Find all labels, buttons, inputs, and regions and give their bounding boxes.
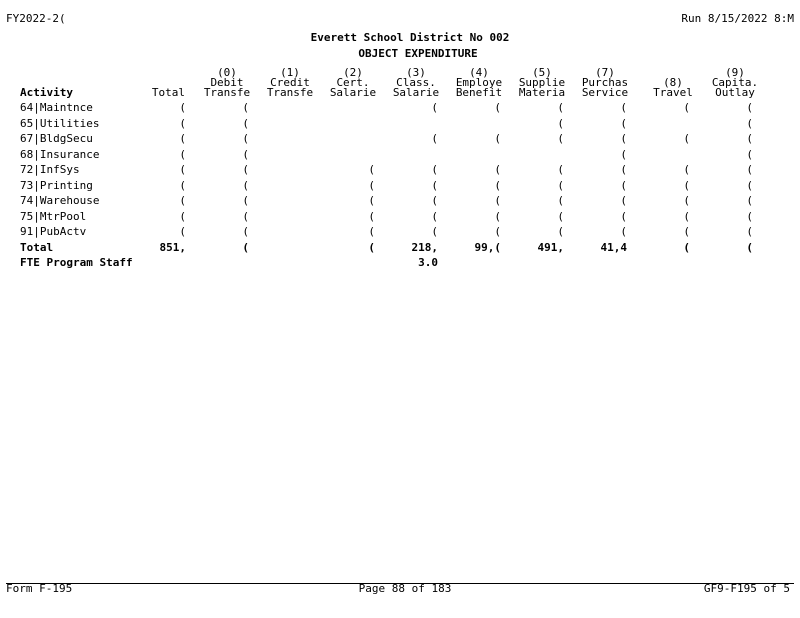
value-cell: ( xyxy=(431,132,438,146)
activity-cell: 74|Warehouse xyxy=(20,194,100,208)
value-cell: ( xyxy=(242,147,249,161)
value-cell: ( xyxy=(179,194,186,208)
value-cell: ( xyxy=(431,178,438,192)
table-row xyxy=(20,100,753,116)
value-cell: ( xyxy=(494,178,501,192)
value-cell: ( xyxy=(620,178,627,192)
footer-code: GF9-F195 of 5 xyxy=(703,582,790,595)
value-cell xyxy=(249,116,312,132)
value-cell: ( xyxy=(368,209,375,223)
value-cell: ( xyxy=(683,209,690,223)
value-cell: ( xyxy=(431,101,438,115)
activity-cell: 68|Insurance xyxy=(20,147,100,161)
value-cell: ( xyxy=(179,116,186,130)
value-cell: ( xyxy=(746,178,753,192)
value-cell: ( xyxy=(494,132,501,146)
col-9-line2: Outlay xyxy=(715,86,755,99)
col-4-line1: Employe xyxy=(455,76,503,89)
report-title: OBJECT EXPENDITURE xyxy=(358,47,478,60)
value-cell: ( xyxy=(179,132,186,146)
activity-cell: 67|BldgSecu xyxy=(20,132,93,146)
value-cell: ( xyxy=(683,178,690,192)
col-5-line2: Materia xyxy=(518,86,566,99)
col-1-num: (1) xyxy=(280,66,300,79)
col-7-num: (7) xyxy=(595,66,615,79)
value-cell: ( xyxy=(494,225,501,239)
value-cell: ( xyxy=(368,178,375,192)
table-row xyxy=(20,116,753,132)
value-cell xyxy=(249,147,312,163)
activity-cell: 75|MtrPool xyxy=(20,209,87,223)
value-cell xyxy=(249,209,312,225)
value-cell: ( xyxy=(620,225,627,239)
col-8-num: (8) xyxy=(663,76,683,89)
table-body xyxy=(20,100,753,271)
value-cell: ( xyxy=(242,178,249,192)
value-cell: ( xyxy=(683,163,690,177)
table-row xyxy=(20,131,753,147)
table-row xyxy=(20,224,753,240)
value-cell: ( xyxy=(242,101,249,115)
col-activity-label: Activity xyxy=(20,86,73,99)
col-4-line2: Benefit xyxy=(455,86,503,99)
value-cell: 851, xyxy=(159,240,186,254)
value-cell: ( xyxy=(494,209,501,223)
value-cell: ( xyxy=(494,163,501,177)
value-cell: ( xyxy=(242,194,249,208)
value-cell: ( xyxy=(242,209,249,223)
value-cell: ( xyxy=(683,132,690,146)
col-7-line2: Service xyxy=(581,86,629,99)
value-cell: 41,4 xyxy=(600,240,627,254)
value-cell xyxy=(312,100,375,116)
value-cell: ( xyxy=(620,209,627,223)
activity-cell: Total xyxy=(20,240,54,254)
table-row xyxy=(20,162,753,178)
value-cell: ( xyxy=(746,101,753,115)
col-2-line1: Cert. xyxy=(336,76,370,89)
value-cell: ( xyxy=(431,209,438,223)
fte-label: FTE Program Staff xyxy=(20,256,133,270)
value-cell: ( xyxy=(620,132,627,146)
value-cell: 491, xyxy=(537,240,564,254)
fiscal-year: FY2022-2( xyxy=(6,12,66,25)
value-cell xyxy=(375,116,438,132)
table-row xyxy=(20,178,753,194)
value-cell xyxy=(249,193,312,209)
value-cell: ( xyxy=(683,101,690,115)
value-cell: ( xyxy=(557,194,564,208)
value-cell: ( xyxy=(494,101,501,115)
col-0-line1: Debit xyxy=(210,76,244,89)
value-cell: ( xyxy=(242,116,249,130)
value-cell: ( xyxy=(179,101,186,115)
col-5-num: (5) xyxy=(532,66,552,79)
fte-row xyxy=(20,255,753,271)
col-3-line2: Salarie xyxy=(392,86,440,99)
value-cell: ( xyxy=(557,209,564,223)
table-row xyxy=(20,209,753,225)
value-cell xyxy=(627,116,690,132)
value-cell: ( xyxy=(683,240,690,254)
col-5-line1: Supplie xyxy=(518,76,566,89)
col-9-line1: Capita. xyxy=(711,76,759,89)
activity-cell: 72|InfSys xyxy=(20,163,80,177)
value-cell xyxy=(249,100,312,116)
col-1-line2: Transfe xyxy=(266,86,314,99)
fte-value: 3.0 xyxy=(418,256,438,270)
form-label: Form F-195 xyxy=(6,582,73,595)
value-cell: ( xyxy=(242,132,249,146)
value-cell: ( xyxy=(494,194,501,208)
col-4-num: (4) xyxy=(469,66,489,79)
col-7-line1: Purchas xyxy=(581,76,629,89)
col-3-num: (3) xyxy=(406,66,426,79)
page-number: Page 88 of 183 xyxy=(358,582,452,595)
col-0-num: (0) xyxy=(217,66,237,79)
value-cell xyxy=(375,147,438,163)
activity-cell: 64|Maintnce xyxy=(20,101,93,115)
value-cell xyxy=(312,116,375,132)
col-2-line2: Salarie xyxy=(329,86,377,99)
value-cell: ( xyxy=(368,240,375,254)
value-cell: ( xyxy=(620,163,627,177)
value-cell xyxy=(501,147,564,163)
empty-cell xyxy=(249,255,312,271)
value-cell xyxy=(312,131,375,147)
value-cell: ( xyxy=(557,225,564,239)
value-cell: ( xyxy=(557,132,564,146)
district-name: Everett School District No 002 xyxy=(310,31,510,44)
value-cell: ( xyxy=(683,194,690,208)
value-cell: 99,( xyxy=(474,240,501,254)
value-cell xyxy=(249,162,312,178)
value-cell: ( xyxy=(620,147,627,161)
table-row xyxy=(20,240,753,256)
value-cell xyxy=(249,131,312,147)
col-0-line2: Transfe xyxy=(203,86,251,99)
value-cell: ( xyxy=(179,209,186,223)
value-cell: ( xyxy=(431,194,438,208)
activity-cell: 91|PubActv xyxy=(20,225,87,239)
value-cell xyxy=(627,147,690,163)
value-cell: ( xyxy=(179,225,186,239)
value-cell: ( xyxy=(431,163,438,177)
value-cell xyxy=(249,240,312,256)
value-cell xyxy=(312,147,375,163)
value-cell: ( xyxy=(746,209,753,223)
expenditure-table xyxy=(20,100,753,271)
value-cell: ( xyxy=(620,101,627,115)
value-cell xyxy=(249,178,312,194)
value-cell: ( xyxy=(179,178,186,192)
col-9-num: (9) xyxy=(725,66,745,79)
value-cell: ( xyxy=(746,240,753,254)
value-cell: ( xyxy=(368,163,375,177)
value-cell: ( xyxy=(242,163,249,177)
value-cell: ( xyxy=(683,225,690,239)
value-cell: ( xyxy=(557,163,564,177)
col-total-label: Total xyxy=(151,86,185,99)
value-cell: ( xyxy=(746,147,753,161)
value-cell: ( xyxy=(620,194,627,208)
value-cell: ( xyxy=(242,225,249,239)
value-cell: ( xyxy=(179,147,186,161)
value-cell: ( xyxy=(557,101,564,115)
value-cell xyxy=(249,224,312,240)
value-cell xyxy=(438,147,501,163)
empty-cell xyxy=(186,255,249,271)
activity-cell: 73|Printing xyxy=(20,178,93,192)
col-8-line2: Travel xyxy=(653,86,693,99)
col-3-line1: Class. xyxy=(396,76,436,89)
value-cell: ( xyxy=(557,116,564,130)
value-cell: ( xyxy=(746,225,753,239)
run-timestamp: Run 8/15/2022 8:M xyxy=(681,12,794,25)
table-row xyxy=(20,193,753,209)
value-cell: ( xyxy=(431,225,438,239)
activity-cell: 65|Utilities xyxy=(20,116,100,130)
col-1-line1: Credit xyxy=(270,76,310,89)
value-cell: ( xyxy=(746,194,753,208)
value-cell: 218, xyxy=(411,240,438,254)
table-row xyxy=(20,147,753,163)
empty-cell xyxy=(312,255,375,271)
value-cell: ( xyxy=(746,116,753,130)
value-cell xyxy=(438,116,501,132)
value-cell: ( xyxy=(179,163,186,177)
value-cell: ( xyxy=(620,116,627,130)
value-cell: ( xyxy=(746,163,753,177)
value-cell: ( xyxy=(368,194,375,208)
col-2-num: (2) xyxy=(343,66,363,79)
value-cell: ( xyxy=(242,240,249,254)
value-cell: ( xyxy=(746,132,753,146)
value-cell: ( xyxy=(557,178,564,192)
value-cell: ( xyxy=(368,225,375,239)
